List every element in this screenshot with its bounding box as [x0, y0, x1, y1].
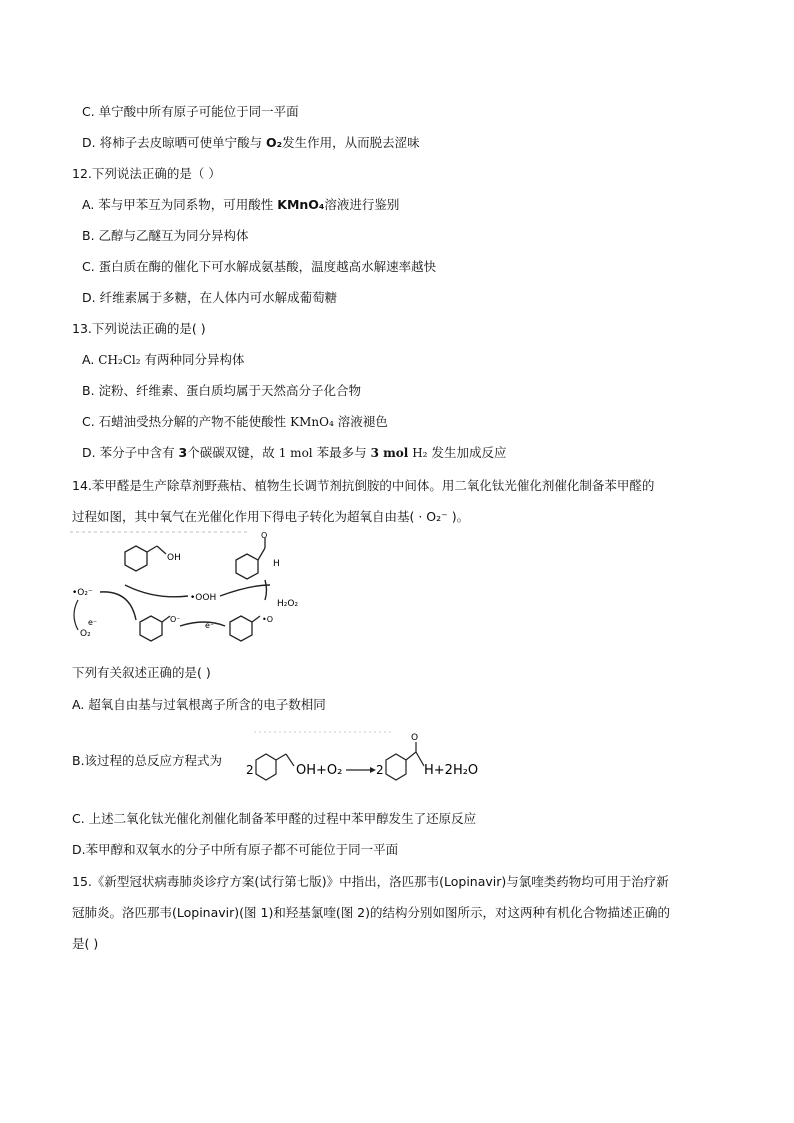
- text: 发生作用，从而脱去涩味: [282, 135, 420, 150]
- aldehyde-o-label: O: [411, 733, 419, 743]
- q14-option-d: D.苯甲醇和双氧水的分子中所有原子都不可能位于同一平面: [72, 842, 399, 857]
- q13-option-b: B. 淀粉、纤维素、蛋白质均属于天然高分子化合物: [82, 383, 362, 398]
- unit: 1 mol: [278, 446, 313, 460]
- formula: O₂: [266, 135, 283, 150]
- text: 溶液进行鉴别: [324, 197, 400, 212]
- question-15-line3: 是( ): [72, 936, 99, 951]
- text: C. 石蜡油受热分解的产物不能使酸性: [82, 414, 291, 429]
- hydroperoxyl-label: •OOH: [190, 593, 217, 603]
- q14-option-c: C. 上述二氧化钛光催化剂催化制备苯甲醛的过程中苯甲醇发生了还原反应: [72, 811, 477, 826]
- products: H+2H₂O: [424, 763, 479, 778]
- formula: KMnO₄: [290, 415, 334, 429]
- q11-option-d: [82, 134, 420, 152]
- superoxide-label: •O₂⁻: [72, 588, 93, 598]
- q12-option-d: D. 纤维素属于多糖，在人体内可水解成葡萄糖: [82, 290, 338, 305]
- q11-option-c: C. 单宁酸中所有原子可能位于同一平面: [82, 104, 299, 119]
- text: 苯最多与: [312, 445, 371, 460]
- alkoxide-label: O⁻: [170, 615, 181, 624]
- text: 发生加成反应: [427, 445, 507, 460]
- q13-option-d: [82, 444, 506, 462]
- question-14-line1: 14.苯甲醛是生产除草剂野燕枯、植物生长调节剂抗倒胺的中间体。用二氧化钛光催化剂催化制备苯甲醛的: [72, 478, 655, 493]
- q12-option-b: B. 乙醇与乙醚互为同分异构体: [82, 228, 249, 243]
- question-14-line2: 过程如图，其中氧气在光催化作用下得电子转化为超氧自由基( · O₂⁻ )。: [72, 509, 470, 524]
- q14-option-a: A. 超氧自由基与过氧根离子所含的电子数相同: [72, 697, 326, 712]
- formula: H₂: [408, 446, 428, 460]
- unit: 3 mol: [370, 446, 409, 460]
- question-14-prompt: 下列有关叙述正确的是( ): [72, 665, 211, 680]
- coefficient: 2: [246, 763, 254, 777]
- hydroxyl-label: OH: [167, 553, 181, 563]
- question-15-line1: 15.《新型冠状病毒肺炎诊疗方案(试行第七版)》中指出，洛匹那韦(Lopinavir)与氯喹类药物均可用于治疗新: [72, 874, 669, 889]
- question-13: 13.下列说法正确的是( ): [72, 321, 206, 336]
- formula: CH₂Cl₂: [98, 353, 141, 367]
- q14-option-b: B.该过程的总反应方程式为: [72, 753, 223, 768]
- text: A.: [82, 352, 99, 367]
- text: D. 苯分子中含有: [82, 445, 179, 460]
- electron-label: e⁻: [88, 618, 98, 627]
- oxygen-label: O₂: [80, 629, 91, 639]
- q12-option-a: [82, 196, 399, 214]
- text: D. 将柿子去皮晾晒可使单宁酸与: [82, 135, 267, 150]
- text: 个碳碳双键，故: [187, 445, 279, 460]
- reactants: OH+O₂: [296, 763, 343, 778]
- photocatalysis-diagram: [70, 530, 310, 650]
- q13-option-c: [82, 413, 388, 431]
- text: A. 苯与甲苯互为同系物，可用酸性: [82, 197, 278, 212]
- q13-option-a: [82, 351, 245, 369]
- alkoxy-radical-label: •O: [262, 615, 274, 624]
- electron-label: e⁻: [205, 621, 215, 630]
- text: 有两种同分异构体: [140, 352, 245, 367]
- q12-option-c: C. 蛋白质在酶的催化下可水解成氨基酸，温度越高水解速率越快: [82, 259, 437, 274]
- hydrogen-peroxide-label: H₂O₂: [277, 599, 299, 609]
- aldehyde-o-label: O: [261, 531, 268, 540]
- aldehyde-h-label: H: [273, 559, 280, 569]
- formula: KMnO₄: [277, 197, 325, 212]
- coefficient: 2: [376, 763, 384, 777]
- text: 溶液褪色: [333, 414, 388, 429]
- question-12: 12.下列说法正确的是（ ）: [72, 166, 221, 181]
- overall-equation: [244, 730, 494, 790]
- number: 3: [178, 445, 188, 460]
- question-15-line2: 冠肺炎。洛匹那韦(Lopinavir)(图 1)和羟基氯喹(图 2)的结构分别如图所示，对这两种有机化合物描述正确的: [72, 905, 671, 920]
